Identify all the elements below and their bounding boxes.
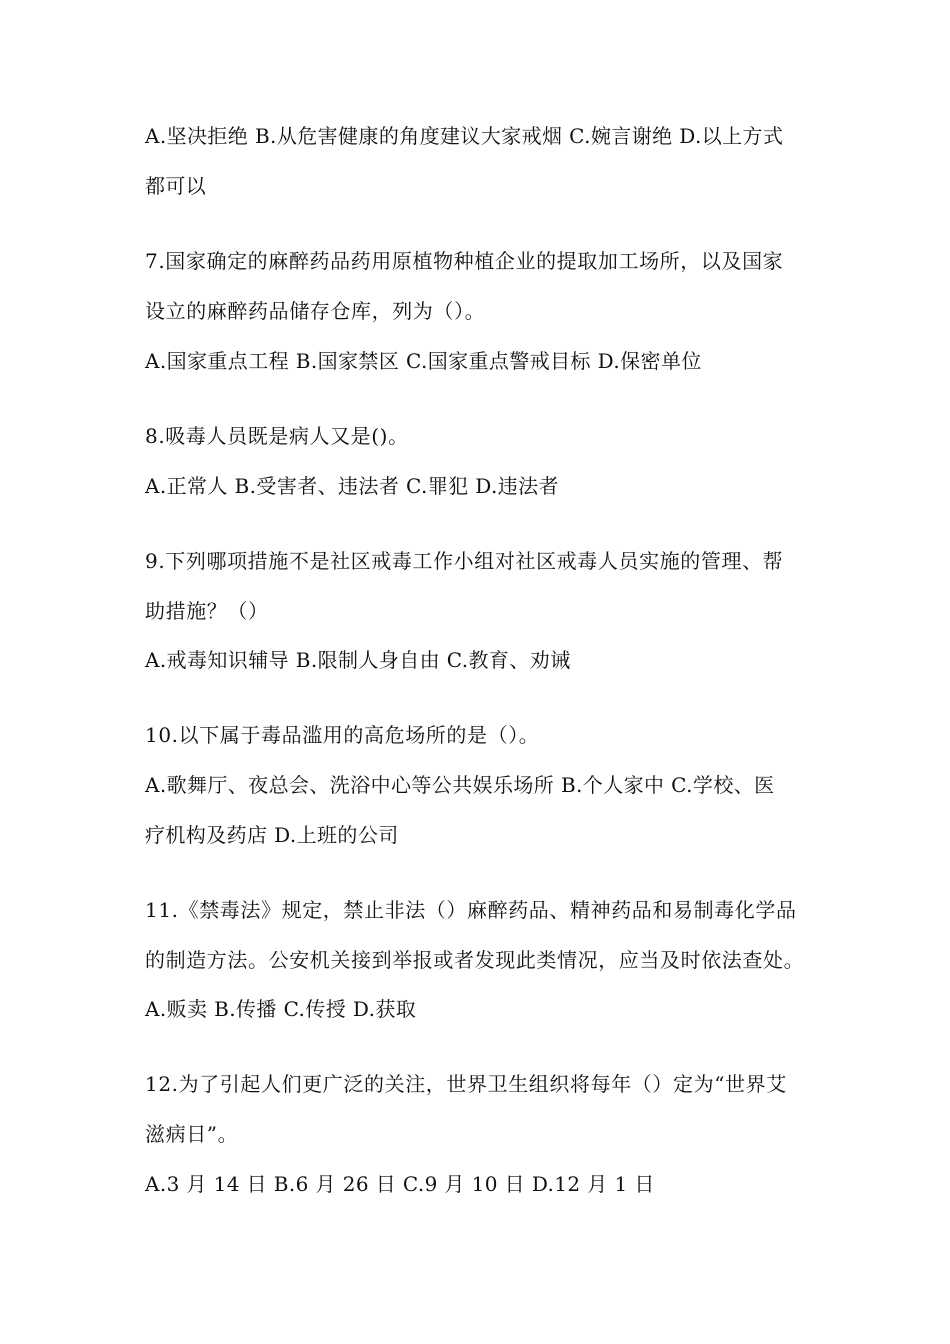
q8-options: A.正常人 B.受害者、违法者 C.罪犯 D.违法者 <box>145 474 559 498</box>
q11-options: A.贩卖 B.传播 C.传授 D.获取 <box>145 997 417 1021</box>
q12-question-line-2: 滋病日”。 <box>145 1122 239 1146</box>
q11-question-line-1: 11.《禁毒法》规定，禁止非法（）麻醉药品、精神药品和易制毒化学品 <box>145 898 797 922</box>
q9-question-line-2: 助措施？（） <box>145 599 269 623</box>
q12-options: A.3 月 14 日 B.6 月 26 日 C.9 月 10 日 D.12 月 1 日 <box>145 1172 655 1196</box>
q7-options: A.国家重点工程 B.国家禁区 C.国家重点警戒目标 D.保密单位 <box>145 349 702 373</box>
q6-options-line-2: 都可以 <box>145 174 207 198</box>
q9-options: A.戒毒知识辅导 B.限制人身自由 C.教育、劝诫 <box>145 648 571 672</box>
q6-options-line-1: A.坚决拒绝 B.从危害健康的角度建议大家戒烟 C.婉言谢绝 D.以上方式 <box>145 124 784 148</box>
q10-options-line-1: A.歌舞厅、夜总会、洗浴中心等公共娱乐场所 B.个人家中 C.学校、医 <box>145 773 775 797</box>
q12-question-line-1: 12.为了引起人们更广泛的关注，世界卫生组织将每年（）定为“世界艾 <box>145 1072 787 1096</box>
q7-question-line-2: 设立的麻醉药品储存仓库，列为（）。 <box>145 299 486 323</box>
q11-question-line-2: 的制造方法。公安机关接到举报或者发现此类情况，应当及时依法查处。 <box>145 948 805 972</box>
q10-options-line-2: 疗机构及药店 D.上班的公司 <box>145 823 399 847</box>
q9-question-line-1: 9.下列哪项措施不是社区戒毒工作小组对社区戒毒人员实施的管理、帮 <box>145 549 784 573</box>
q10-question: 10.以下属于毒品滥用的高危场所的是（）。 <box>145 723 540 747</box>
q7-question-line-1: 7.国家确定的麻醉药品药用原植物种植企业的提取加工场所，以及国家 <box>145 249 784 273</box>
q8-question: 8.吸毒人员既是病人又是()。 <box>145 424 409 448</box>
